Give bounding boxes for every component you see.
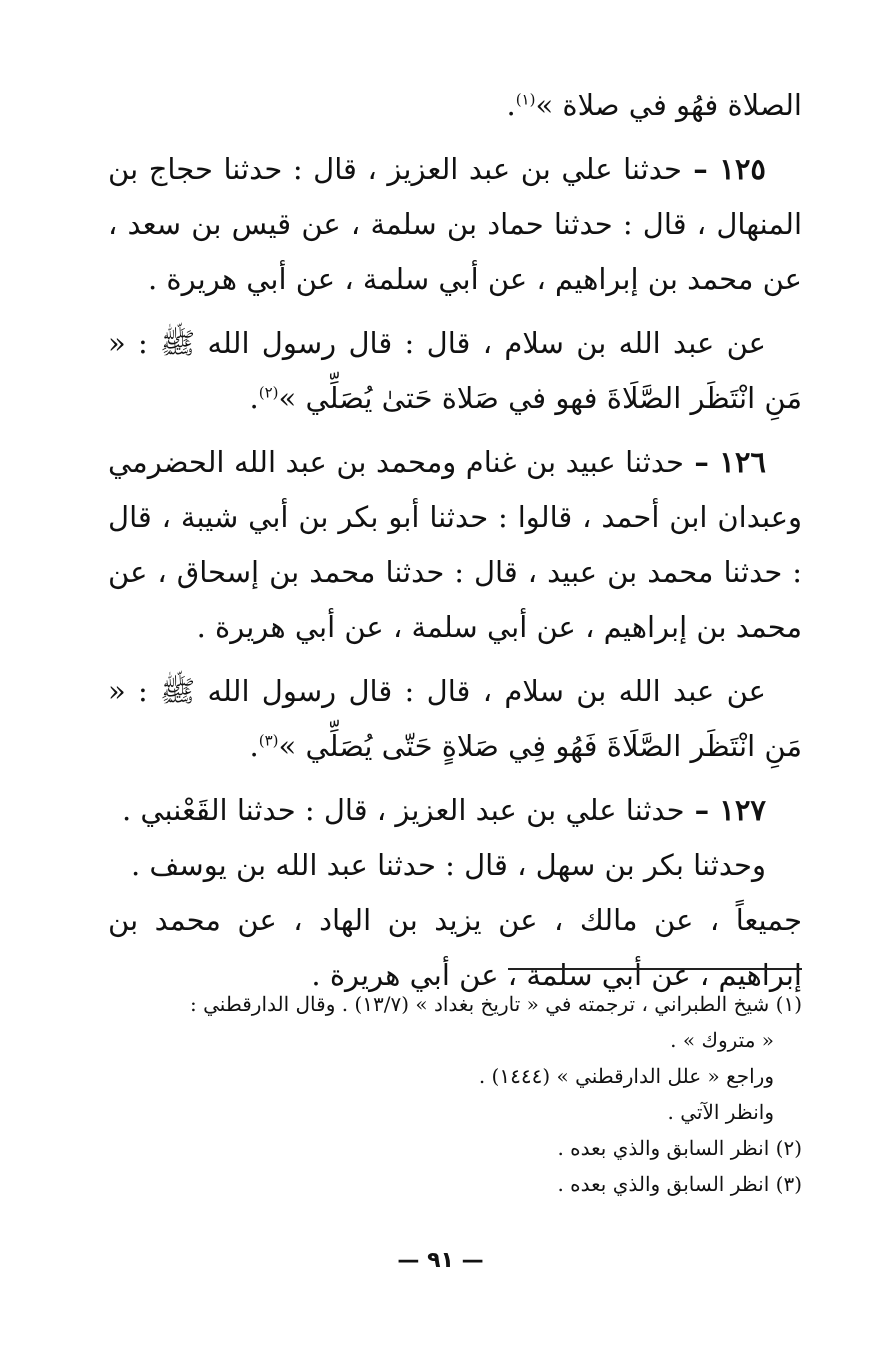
paragraph-text: حدثنا علي بن عبد العزيز ، قال : حدثنا القَعْنبي . <box>121 793 685 827</box>
paragraph-text: عن عبد الله بن سلام ، قال : قال رسول الله ﷺ : « مَنِ انْتَظَر الصَّلَاةَ فَهُو فِي صَلاةٍ حَتّى يُصَلِّي » <box>108 674 802 763</box>
footnote-2: (٢) انظر السابق والذي بعده . <box>557 1136 802 1160</box>
footnote-1-reference: وراجع « علل الدارقطني » (١٤٤٤) . <box>478 1064 774 1088</box>
main-text <box>108 78 802 1003</box>
hadith-126-matn <box>108 664 802 774</box>
footnote-ref-3: (٣) <box>258 731 279 750</box>
paragraph-text: وحدثنا بكر بن سهل ، قال : حدثنا عبد الله بن يوسف . <box>130 848 766 882</box>
paragraph-text: حدثنا عبيد بن غنام ومحمد بن عبد الله الحضرمي وعبدان ابن أحمد ، قالوا : حدثنا أبو بكر بن أبي شيبة ، قال : حدثنا محمد بن عبيد ، قال : حدثنا محمد بن إسحاق ، عن محمد بن إبراهيم ، عن أبي سلمة ، عن أبي هريرة . <box>108 445 802 644</box>
footnote-1-see-also: وانظر الآتي . <box>667 1100 774 1124</box>
hadith-127-isnad <box>108 783 802 838</box>
footnote-divider <box>508 968 802 970</box>
paragraph-text: الصلاة فهُو في صلاة » <box>535 88 802 122</box>
hadith-number: ١٢٥ – <box>681 152 766 186</box>
footnotes <box>108 986 802 1202</box>
paragraph-end: . <box>506 88 516 122</box>
hadith-number: ١٢٦ – <box>683 445 766 479</box>
page-number: — ٩١ — <box>397 1248 484 1273</box>
footnote-1: (١) شيخ الطبراني ، ترجمته في « تاريخ بغداد » (١٣/٧) . وقال الدارقطني : <box>190 992 802 1016</box>
footnote-ref-2: (٢) <box>258 383 279 402</box>
paragraph-text: حدثنا علي بن عبد العزيز ، قال : حدثنا حجاج بن المنهال ، قال : حدثنا حماد بن سلمة ، عن قيس بن سعد ، عن محمد بن إبراهيم ، عن أبي سلمة ، عن أبي هريرة . <box>108 152 802 296</box>
paragraph-text: جميعاً ، عن مالك ، عن يزيد بن الهاد ، عن محمد بن إبراهيم ، عن أبي سلمة ، عن أبي هريرة . <box>108 903 802 992</box>
paragraph-text: عن عبد الله بن سلام ، قال : قال رسول الله ﷺ : « مَنِ انْتَظَر الصَّلَاةَ فهو في صَلاة حَتىٰ يُصَلِّي » <box>108 326 802 415</box>
hadith-number: ١٢٧ – <box>684 793 766 827</box>
footnote-1-continued: « متروك » . <box>670 1028 774 1052</box>
paragraph-end: . <box>249 381 259 415</box>
footnote-3: (٣) انظر السابق والذي بعده . <box>557 1172 802 1196</box>
paragraph-end: . <box>249 729 259 763</box>
hadith-127-isnad-2 <box>108 838 802 893</box>
hadith-125-matn <box>108 316 802 426</box>
paragraph-continuation <box>108 78 802 133</box>
hadith-126-isnad <box>108 435 802 655</box>
hadith-125-isnad <box>108 142 802 307</box>
footnote-ref-1: (١) <box>515 90 536 109</box>
